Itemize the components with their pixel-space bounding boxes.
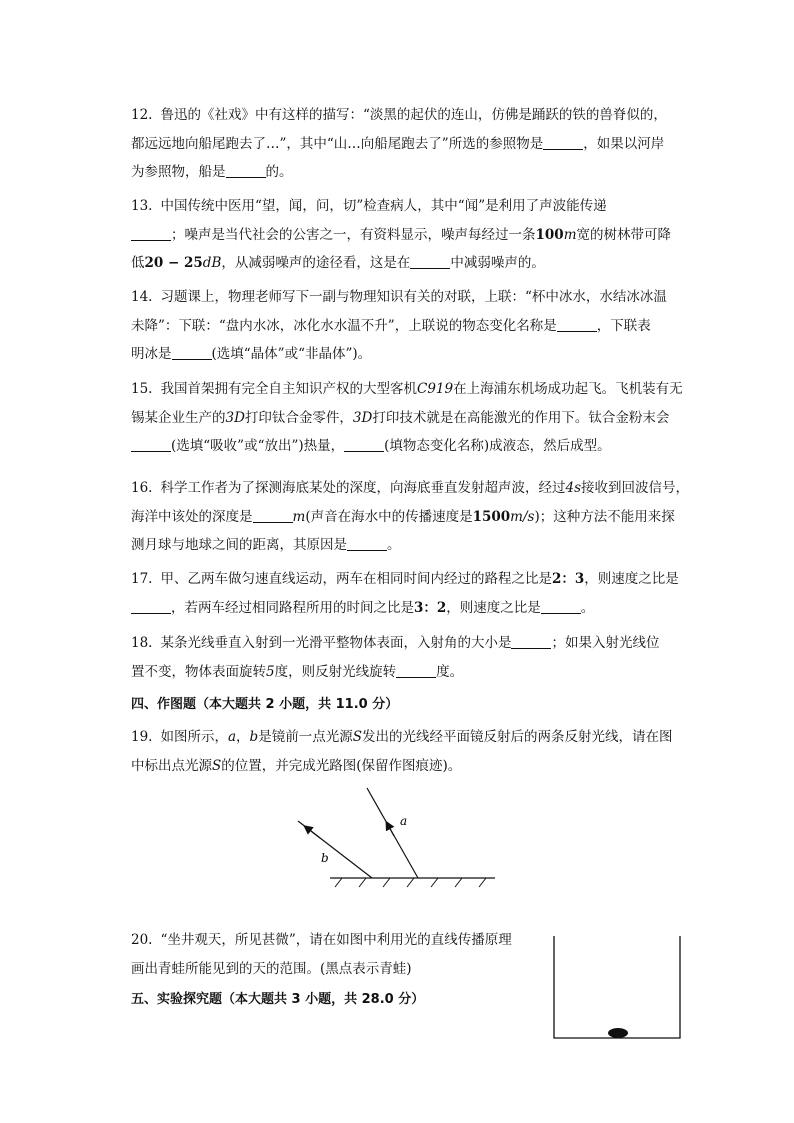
answer-blank[interactable] bbox=[172, 345, 212, 360]
question-18: 18. 某条光线垂直入射到一光滑平整物体表面，入射角的大小是 ；如果入射光线位 置不变，物体表面旋转5度，则反射光线旋转 度。 bbox=[131, 629, 697, 686]
answer-blank[interactable] bbox=[410, 254, 450, 269]
question-number: 13. bbox=[131, 198, 153, 214]
answer-blank[interactable] bbox=[557, 317, 597, 332]
well-diagram bbox=[548, 930, 688, 1045]
question-number: 17. bbox=[131, 571, 153, 587]
question-19: 19. 如图所示，a，b是镜前一点光源S发出的光线经平面镜反射后的两条反射光线，请在图 中标出点光源S的位置，并完成光路图(保留作图痕迹)。 bbox=[131, 723, 697, 780]
question-number: 20. bbox=[131, 932, 153, 948]
frog-dot bbox=[608, 1028, 628, 1038]
answer-blank[interactable] bbox=[541, 599, 581, 614]
mirror-diagram bbox=[290, 780, 510, 895]
question-number: 12. bbox=[131, 107, 153, 123]
question-17: 17. 甲、乙两车做匀速直线运动，两车在相同时间内经过的路程之比是2：3，则速度之比是 ，若两车经过相同路程所用的时间之比是3：2，则速度之比是 。 bbox=[131, 565, 697, 622]
answer-blank[interactable] bbox=[511, 634, 551, 649]
question-12: 12. 鲁迅的《社戏》中有这样的描写：“淡黑的起伏的连山，仿佛是踊跃的铁的兽脊似的， 都远远地向船尾跑去了…”，其中“山…向船尾跑去了”所选的参照物是 ，如果以河岸 为参照物，船是 的。 bbox=[131, 101, 697, 187]
question-16: 16. 科学工作者为了探测海底某处的深度，向海底垂直发射超声波，经过4s接收到回波信号， 海洋中该处的深度是 m(声音在海水中的传播速度是1500m/s)；这种方法不能用来探 测月球与地球之间的距离，其原因是 。 bbox=[131, 474, 697, 560]
question-15: 15. 我国首架拥有完全自主知识产权的大型客机C919在上海浦东机场成功起飞。飞机装有无 锡某企业生产的3D打印钛合金零件，3D打印技术就是在高能激光的作用下。钛合金粉末会 (选填“吸收”或“放出”)热量， (填物态变化名称)成液态，然后成型。 bbox=[131, 375, 697, 461]
question-number: 15. bbox=[131, 381, 153, 397]
question-number: 19. bbox=[131, 729, 153, 745]
answer-blank[interactable] bbox=[396, 663, 436, 678]
answer-blank[interactable] bbox=[344, 437, 384, 452]
answer-blank[interactable] bbox=[131, 437, 171, 452]
ray-b-arrow bbox=[304, 826, 320, 838]
question-20: 20. “坐井观天，所见甚微”，请在如图中利用光的直线传播原理 画出青蛙所能见到的天的范围。(黑点表示青蛙) bbox=[131, 926, 551, 983]
section-heading-5: 五、实验探究题（本大题共 3 小题，共 28.0 分） bbox=[131, 992, 425, 1007]
answer-blank[interactable] bbox=[226, 163, 266, 178]
section-heading-4: 四、作图题（本大题共 2 小题，共 11.0 分） bbox=[131, 697, 399, 712]
answer-blank[interactable] bbox=[543, 135, 583, 150]
answer-blank[interactable] bbox=[253, 508, 293, 523]
question-number: 16. bbox=[131, 480, 153, 496]
label-a: a bbox=[400, 814, 408, 828]
answer-blank[interactable] bbox=[131, 599, 171, 614]
ray-a-arrow bbox=[386, 822, 394, 837]
question-number: 18. bbox=[131, 635, 153, 651]
answer-blank[interactable] bbox=[131, 226, 171, 241]
well-walls bbox=[554, 936, 680, 1038]
question-number: 14. bbox=[131, 289, 153, 305]
mirror-hatching bbox=[335, 878, 486, 887]
answer-blank[interactable] bbox=[347, 536, 387, 551]
question-14: 14. 习题课上，物理老师写下一副与物理知识有关的对联，上联：“杯中冰水，水结冰冰温 未降”：下联：“盘内水冰，冰化水水温不升”，上联说的物态变化名称是 ，下联表 明冰是 (选填“晶体”或“非晶体”)。 bbox=[131, 283, 697, 369]
label-b: b bbox=[321, 851, 329, 865]
question-13: 13. 中国传统中医用“望，闻，问，切”检查病人，其中“闻”是利用了声波能传递 ；噪声是当代社会的公害之一，有资料显示，噪声每经过一条100m宽的树林带可降 低20 − 25dB，从减弱噪声的途径看，这是在 中减弱噪声的。 bbox=[131, 192, 697, 278]
